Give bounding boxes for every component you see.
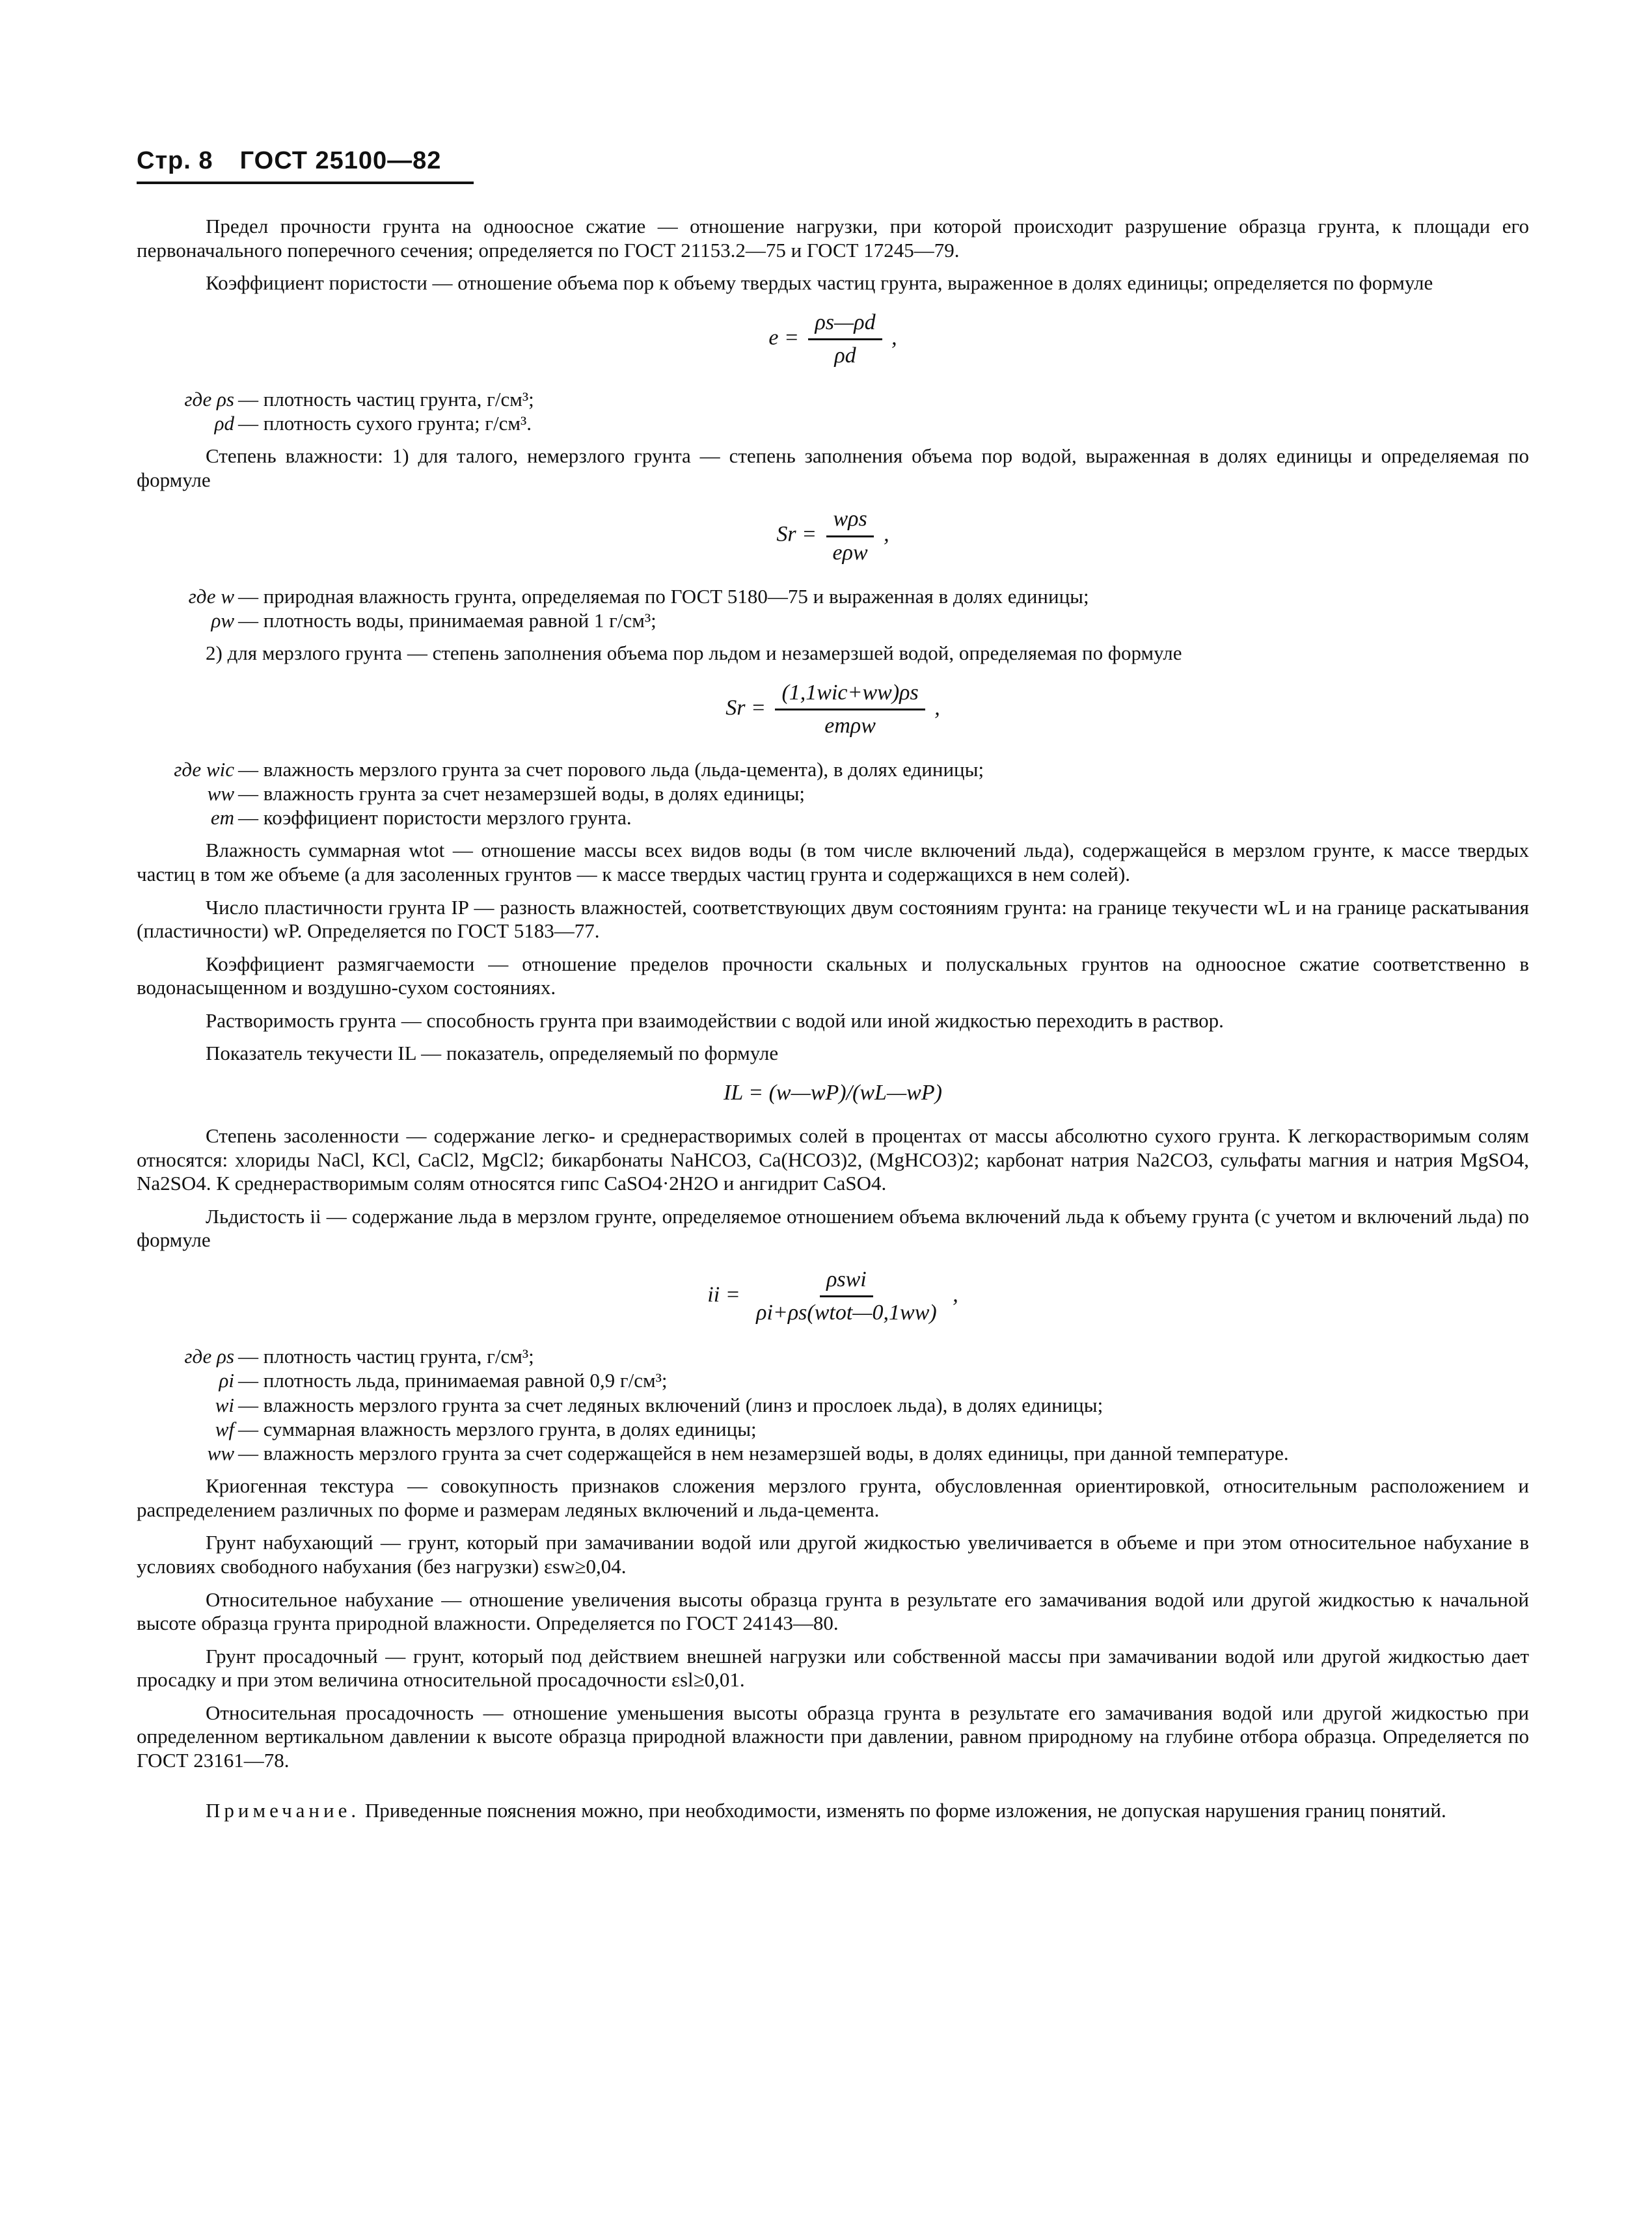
definition-text: — влажность мерзлого грунта за счет содержащейся в нем незамерзшей воды, в долях единицы, при данной температуре. [238,1442,1289,1465]
definition-text: — влажность мерзлого грунта за счет порового льда (льда-цемента), в долях единицы; [238,757,984,781]
definitions-list [137,757,1529,830]
definition-row [137,1393,1529,1417]
definition-text: — плотность частиц грунта, г/см³; [238,387,534,411]
symbol: ρs [217,1345,234,1368]
fraction [775,680,925,739]
denominator: ρd [834,343,856,368]
formula-lhs: Sr = [725,696,766,720]
formula-lhs: ii = [707,1282,740,1307]
definition-row [137,411,1529,435]
definition-text: — влажность мерзлого грунта за счет ледяных включений (линз и прослоек льда), в долях единицы; [238,1393,1104,1416]
numerator: ρswi [820,1267,873,1297]
note-label: Примечание. [206,1798,360,1822]
formula-porosity [137,310,1529,369]
definition-text: — плотность частиц грунта, г/см³; [238,1345,534,1368]
where-word: где [174,757,202,781]
formula-tail: , [884,522,889,547]
definition-text: — плотность воды, принимаемая равной 1 г/см³; [238,608,657,632]
paragraph: Грунт просадочный — грунт, который под действием внешней нагрузки или собственной массы при замачивании водой или другой жидкостью дает просадку и при этом величина относительной просадочности εsl≥0,01. [137,1644,1529,1692]
paragraph: Степень засоленности — содержание легко- и среднерастворимых солей в процентах от массы абсолютно сухого грунта. К легкорастворимым солям относятся: хлориды NaCl, KCl, CaCl2, MgCl2; бикарбонаты NaHCO3, Ca(HCO3)2, (MgHCO3)2; карбонат натрия Na2CO3, сульфаты магния и натрия MgSO4, Na2SO4. К среднерастворимым солям относятся гипс CaSO4·2H2O и ангидрит CaSO4. [137,1124,1529,1195]
definition-row [137,757,1529,781]
symbol: ρd [214,412,234,435]
paragraph: Грунт набухающий — грунт, который при замачивании водой или другой жидкостью увеличивается в объеме и при этом относительное набухание в условиях свободного набухания (без нагрузки) εsw≥0,04. [137,1531,1529,1578]
definition-text: — плотность льда, принимаемая равной 0,9 г/см³; [238,1369,668,1392]
symbol: wf [215,1417,234,1440]
definition-text: — коэффициент пористости мерзлого грунта. [238,806,632,830]
formula-liquidity: IL = (w—wP)/(wL—wP) [724,1081,942,1105]
definition-row [137,1417,1529,1441]
definition-row [137,781,1529,805]
numerator: (1,1wic+ww)ρs [775,680,925,710]
definition-row [137,1368,1529,1392]
definition-row [137,1441,1529,1465]
symbol: ww [207,1442,234,1465]
paragraph: Степень влажности: 1) для талого, немерзлого грунта — степень заполнения объема пор водой, выраженная в долях единицы и определяемая по формуле [137,444,1529,491]
paragraph: Предел прочности грунта на одноосное сжатие — отношение нагрузки, при которой происходит разрушение образца грунта, к площади его первоначального поперечного сечения; определяется по ГОСТ 21153.2—75 и ГОСТ 17245—79. [137,215,1529,262]
definition-row [137,387,1529,411]
where-word: где [184,1345,212,1368]
formula-lhs: e = [768,325,799,350]
symbol: ρi [219,1369,234,1392]
denominator: ρi+ρs(wtot—0,1ww) [756,1301,937,1325]
fraction [826,506,874,565]
symbol: wi [215,1393,234,1416]
paragraph: Льдистость ii — содержание льда в мерзлом грунте, определяемое отношением объема включений льда к объему грунта (с учетом и включений льда) по формуле [137,1204,1529,1252]
fraction [808,310,882,369]
definition-row [137,1344,1529,1368]
paragraph: Растворимость грунта — способность грунта при взаимодействии с водой или иной жидкостью переходить в раствор. [206,1008,1224,1032]
definition-text: — природная влажность грунта, определяемая по ГОСТ 5180—75 и выраженная в долях единицы; [238,584,1089,608]
def-where [137,1344,238,1368]
where-word: где [188,584,216,608]
symbol: ww [207,782,234,805]
paragraph: Влажность суммарная wtot — отношение массы всех видов воды (в том числе включений льда), содержащейся в мерзлом грунте, к массе твердых частиц в том же объеме (а для засоленных грунтов — к массе твердых частиц грунта и содержащихся в нем солей). [137,839,1529,886]
definition-text: — суммарная влажность мерзлого грунта, в долях единицы; [238,1417,757,1440]
definition-row [137,608,1529,632]
def-where [137,584,238,608]
paragraph: Коэффициент пористости — отношение объема пор к объему твердых частиц грунта, выраженное в долях единицы; определяется по формуле [206,271,1433,295]
paragraph: Число пластичности грунта IP — разность влажностей, соответствующих двум состояниям грунта: на границе текучести wL и на границе раскатывания (пластичности) wP. Определяется по ГОСТ 5183—77. [137,895,1529,943]
definitions-list [137,584,1529,632]
paragraph: Показатель текучести IL — показатель, определяемый по формуле [206,1042,779,1065]
paragraph: 2) для мерзлого грунта — степень заполнения объема пор льдом и незамерзшей водой, определяемая по формуле [206,642,1182,665]
numerator: ρs—ρd [808,310,882,340]
note-text: Приведенные пояснения можно, при необходимости, изменять по форме изложения, не допуская нарушения границ понятий. [360,1798,1446,1822]
fraction [750,1267,943,1326]
where-word: где [184,387,212,411]
page-header [137,147,474,184]
formula-saturation-frozen [137,680,1529,739]
numerator: wρs [826,506,873,537]
definition-text: — плотность сухого грунта; г/см³. [238,412,532,435]
denominator: eρw [832,540,868,565]
definition-text: — влажность грунта за счет незамерзшей воды, в долях единицы; [238,782,806,805]
formula-tail: , [891,325,897,350]
symbol: em [210,806,234,830]
paragraph: Коэффициент размягчаемости — отношение пределов прочности скальных и полускальных грунтов на одноосное сжатие соответственно в водонасыщенном и воздушно-сухом состояниях. [137,952,1529,999]
definitions-list [137,1344,1529,1465]
formula-saturation [137,506,1529,565]
symbol: wic [206,757,234,781]
paragraph: Криогенная текстура — совокупность признаков сложения мерзлого грунта, обусловленная ориентировкой, относительным расположением и распределением различных по форме и размерам ледяных включений и льда-цемента. [137,1474,1529,1521]
formula-lhs: Sr = [776,522,817,547]
formula-ice-content [137,1267,1529,1326]
document-body [137,215,1529,1831]
paragraph: Относительная просадочность — отношение уменьшения высоты образца грунта в результате его замачивания водой или другой жидкостью при определенном вертикальном давлении к высоте образца природной влажности при давлении, равном природному на глубине отбора образца. Определяется по ГОСТ 23161—78. [137,1701,1529,1772]
symbol: ρw [211,608,234,632]
definitions-list [137,387,1529,435]
definition-row [137,584,1529,608]
symbol: ρs [217,387,234,411]
page-number: Стр. 8 [137,147,213,174]
standard-number: ГОСТ 25100—82 [239,147,442,174]
formula-tail: , [953,1282,958,1307]
def-where [137,387,238,411]
definition-row [137,805,1529,830]
symbol: w [221,584,234,608]
formula-tail: , [934,696,940,720]
paragraph: Относительное набухание — отношение увеличения высоты образца грунта в результате его замачивания водой или другой жидкостью к начальной высоте образца грунта природной влажности. Определяется по ГОСТ 24143—80. [137,1587,1529,1635]
denominator: emρw [824,713,876,738]
note-paragraph [137,1799,1529,1823]
def-where [137,757,238,781]
